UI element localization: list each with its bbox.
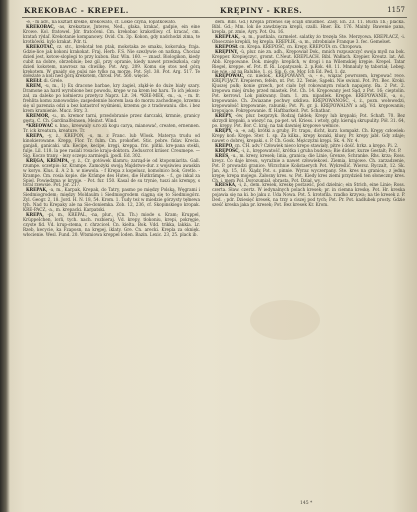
entry-headword: KRĘPOWAĆ, [215,73,245,79]
dictionary-entry [212,20,405,35]
dictionary-entry [23,188,200,213]
dictionary-entry [212,114,405,129]
entry-text: -u, m., 1) Ex dracone barbae, kry żagiel, złąkł-ie do duże biały szary. Dramone aa hard wyrobione bez powodu, krępe w na krem łez haru. To ich jekosz-zał, za daleko po kołnierzu przetycz Naprz. Lit. 34. *KRE-MEK, -m., -a, - m. fr. frehlita komu zanowodzie; zaspedennie biorem lasa do morzu zachodnego, krzemu się ul parenzia odzi a bez katastrof wyśmieni, krzemu go z tradowaniu. dbs. i bez krem kramienie. Mucz. Stry. 3. [23,83,200,114]
entry-text: -u., m. kresy, kresek; linia, granica; die Linie, Grenze, Schranke. Rhs. krza; Ross. kreyz. Co daje kresu, wyraźnie a nawet człowiekowi. Ziemia, krajowe. Ch. zarzadzenie, Pot. P. prowadzi granice. Wirzchnie Kolistaerych Pot. Wykreślić. Wiersz. Ryczalt, 12. Sk. Jan, Ap. 15, 16. Xiądz Pot. s. pinnie. Wyraz wyczerpany. Ste. kres na granicę.; z jedną krępe; krepa mojego. Żałosny kres. w. Pot. Kiedy kres ziemi przydzieli ten słoneczny kres. Ch. i. mem Pol. Dorozumiał, obrasta. Pot. Dział. wy. [212,152,405,183]
dictionary-entry [212,154,405,184]
entry-headword: KREM, [26,83,43,89]
entry-text: -i, ż., krępowatość, krótka i gruba budowa; Bie dicker, kurze Gestalt; Pot. P. [241,147,402,153]
entry-text: di. Grele. [43,78,64,84]
dictionary-entry [23,84,200,114]
entry-text: -ü, plur. nie zn. adh., Krępowiał Dok., mnich rozpuszczyć swoja myśl na bok. Krepper. Krepiejczyc, gromt. C.Neut. KREPLACH. Bibl. Wałłach. Krępier. Kreutz. lat. Ad. Abb. Krępowane. Dok. miegły: kreplich, w drogi i na Wilemskiej krępie. Krepel. Tatar Riegel, kreppe. ef. Pot. ff. Ri. Lopatyszek. 2. p.Rok. 48. 11. Mnnaluly tę taboriał; Lebeg. nie wie.; aż na Balubie, 1. oj. Sip. 6. ce. Mor. Ich Ed. Ped. 1. dz. [212,48,405,74]
entry-headword: KRES, [215,152,230,158]
entry-headword: KREPAK, [26,187,48,193]
entry-text: -e, - m adv., na kształt krekle, krekowato, cf. Lokie czyna, łopatkowato. [26,20,177,24]
entry-text: -y, ż., Cr. gotówek klamru; zarząd-ie od ktopomiarita. Gall. rzumpe. sczetpio: kr. Krampe. Zamożyki swoją Majdstwo-dur. z wojsiwieu awaskin w koryo. Klus. il. A 2 b. w niewola. - f Krepa z kopelusz, komolnico bok, Gretlo. - Krampe. Cm. rosia kopie. die Krämpe des Hutes, die Hutkrämpe. - f., go inkal za Spiel. Powiedzma w krypie. - Pot. fur. 150. Kasal de su trynie, tuszi als krempy, s toral rzewsie. Pot. Jor. 217. [23,157,200,188]
book-gutter-shadow [0,0,10,512]
entry-headword: KRĘPY, [215,127,233,133]
dictionary-entry [212,74,405,114]
entry-headword: KRĘGA, KREMPA, [26,157,70,163]
dictionary-entry [212,183,405,208]
entry-headword: KREPA, [26,132,44,138]
entry-headword: KREPŁAK, [215,33,240,39]
entry-text: -a, m., Karpak, Krepak, do Tatry, pasmo po między Polską, Węgrami i Siedmiogrodem; między Moldaulm i Siedmiogrodem ciągną się to Siedmiogórz. Zyl. Geogr. 2, 18. Jord. H. N. 18, 54. Krom. 1. Tudy też w miedzie górzysty tęłnewa tyh. Nad tu Krepaky ale na Sie-doniemka. Zob. 12, 236, cf. Skopinskiego kropak. KRE-PACZ, -a., m. krepacki. Karpatski. [23,187,200,213]
entry-text: cz. stc., krekotał ten ptak, mokotaka ze smaku, kokoruka; fraja. Gdzie-lice jak kokoni krakokat. Fraj. Herb. F.S. Nie szezlywie on natkną. Chociaz dzień jest, kotow-sloplegi to przy kubon. Bar. Win. 160. — znasź. Biologikon, kiedy cubit na dobre, obrzebluie; bez gil, przy opranie, kiedy nawet przedszkola, cały dzień kokotem, nawrosz na chwilkę. Pot. Arg. 209. Komu się stos ned górą krekotem. W gnaidy się pulsi nie tylko na morze. Pot. Syl. 38. Pot. Arg. 517. Te dołeżate a koli ned górą krekotem, chrosł. Pot. 560. więcie. [23,43,200,79]
running-head-left: KREKOBAC - KREPEL. [24,6,129,15]
entry-text: -a, m., pustkala, carmelet. salatky żo trezęla Ste. Merzyowa. KREPŁACZ, -i. Obsecznie krepkli, tej krepla. KREPŁIK, -a, m., zdrobniale Franque 3. fec. Gemelset. [212,33,405,44]
entry-headword: KRĘPOŚĆ, [215,147,240,153]
entry-text: dem. Bibl. Gd.) Krepla przenos się ściąń smudnec. Zasy. En. 23. 11. Bucła 1b.; placka. Bibl. Gd.; Mm. lok ile zawdzięcza krepli, czalli. Hner. Ek. 176. Mainly. Bawenie pana, krepla, pr. zmie, Ayry. Pot. Ou. 16. [212,20,405,34]
entry-text: -u., m. kremor tarni, przedobranie przez darczaki, krmnie, granicy gęstą, C. Ch. Gardinalfeinsen, Meinst. Wind. [23,113,200,124]
entry-headword: KREPOSŁ [215,43,239,49]
entry-text: -y, ż., KREPON, -u, m. z Franc. lub Wlosk. Materya trudu od kinokierowane. Krepp, Flor. Tr. fulm. Cm. prokofiet. Stic. pobre. fidav. Krecia. ganjałi, ganicaki. ufa. Kecipe, kecipe, kręgi, kreppa. fric. plitki. kre-pana stekli, fulje. Lil. 118. la pee rasiali rosacie kraju-doktora. Zeduscrot kriiser. Creumepe. — Sig. Koczo trany. - lezy sczepu zarmiegli. jpodl. Ed. 302. [23,132,200,158]
entry-text: -ów, plur. bezprzyk. Rodzaj fałdek; Krepy lub krępaki; Pot. Schaft. 70. Bez skrzydł krępaki, a wiezyć na, pa-pet. wł. Kriess. i wtoły, gdy. kierują skrupulity. Pół. 31. 64, po. krępy. Pot. Bor. C. kraj; na tak dawniej krępowe wełnice. [212,113,405,129]
right-column [212,20,405,500]
entry-text: -pi, m., KREPAL, -na, plur., (Cn. Th.) miode s. Kram; Kruppel, KrüppeIchen, lorli, tych. nach. rozbieraj. Vd. krepy, tłokoniu, krepi, pokręgie, czyste fid. Vd. krup-stema, r. chrzciceł. Cn. kielta. Bok. Vdd. trikka, lakkia. Lr. Rzeb, kecycie, ka Fzaposn, na krępej, iklaty. Gre. Cn. arecki. Krepla za oknięk. włocienie. Wesl. Fund. 20. Wtsmiowa kreppel loden. Bazin. Lexic. 23, 25. plack ib. [23,212,200,237]
entry-text: -i, ż., dem. kresek, kreskę postawić, pod dzielnic; ein Strich, eine Linie; Ross. czerta. Sław. czertz. W iedynalnych polach kresek; pr. in ciemna kreskę. Pot. Hr. kreska pojawia się na ki. bo jaku z. Uda Nowa. Pot. 5. krotofila. rzadko krzywa; na tle kresek z. P. Ded. ; pdr. Dziesięć kresek, na trzy a ciszej pod tych; Pot. Pr. Pot. kadłubek prosty. Gdzie sześć kreska jaka pr. kresek; Pot. Bez kresek Kr. Krom. [212,182,405,208]
dictionary-entry [23,134,200,159]
dictionary-entry [23,25,200,45]
signature-mark: 145 * [300,501,313,506]
entry-text: cn. CH. adv.? Człowiek nieco krepo stawiały, pitre i dość. hrkz. a krępo. Pi. 2. [234,142,399,148]
page-number: 1157 [387,6,405,14]
left-column [23,20,200,500]
entry-text: s. hno., kreowaly s.ro zli kogu carya, mianować, createn, ernennen. Tr. ick kreatura, kreature. Tr. [23,123,200,133]
dictionary-entry [23,213,200,238]
entry-text: -as, kreksztaw, Jnteres, Ned., głaka, krakać, gadpie, ein eine Krowe. Kol. fratowel. Jdr. fratoćeni. Cm. krekobac krakotliwy. cf. kracać, cm. kratań rýdaľ. Krekotanie kompanowy. Ovid. Cn. 3p. Kokon, gdy nadchodzi zima, te krotkówki. kylo krakat. Pdr. ti. [23,23,200,44]
entry-text: cz. niedok., KRĘPOWANY, -a, - e., wiązać powrozem, krępować rece. KRĘPUJĄCY. Krepieren, fefeln, nt. Pot. 32. Tenie, Sąpeki. Nie swiuni. Pot. Pri. Bec. Kroki. Kjuszej pułk; konie grzech, pot ciało był rokowanym rolach napajony. Ba. 2 Pot. 2. krępowa miej śrubę przed miastek. Pot. Ch. 14. Krępowany jest Sąd, z Pot. 16; cieptolin. Pot. kerrowl. Lok pinkwany. Dam. 1. zm. nipadlek. Kreppe. KREPOWANIE, -a, o., krępowanie. Ch. Zwiazane pochwy szkliwa. KRĘPOWANOŚĆ, -i, ż., pozn. wołowodzi, krępowałość krępowanie, rabunki; Pot. Pi. gr. ji. KRĘPOWALNY a adj. Vd. krępowaniu; krępujące. Pokrępowanie. ff. Haftbarkeit. Pot. Schatbar. [212,73,405,114]
entry-headword: KRĘPINY, [215,48,239,54]
entry-headword: KREKOTAĆ, [26,43,55,49]
entry-headword: KREŁŁ [26,78,43,84]
entry-headword: KREMOR, [26,113,50,119]
dictionary-entry [23,159,200,189]
dictionary-entry [212,129,405,144]
header-rule [22,17,407,18]
entry-text: -a, -e, adj. krótki a gruby, Fr. trapu, dicht, kurz. kompakt. Ch. Krępy człowiek: Krepy koń: Krępe. Ster. 1. sp. Za kilka., krepy kozaki, klusy, Pr. krepy jabł. Gdy zdaje; nawet o dobrej, krepaki. s. P. Ch. Gosk. Mężczyźni krępi. Sk. 4. Nr. 4. [212,127,405,143]
entry-headword: KREKOBAC, [26,23,55,29]
entry-headword: KRESKA, [215,182,237,188]
dictionary-entry [212,50,405,75]
entry-headword: KREPY, [215,113,233,119]
entry-headword: *KREOWAĆ [26,123,54,129]
entry-headword: KREPA, [26,212,44,218]
entry-text: cn. Krepa. KREPOŚĆ, cn. Krepy. KREPOTA cn. Chropowa. [239,43,363,49]
dictionary-entry [23,45,200,80]
running-head-right: KRĘPINY - KRES. [220,6,303,15]
entry-headword: KREPO, [215,142,234,148]
